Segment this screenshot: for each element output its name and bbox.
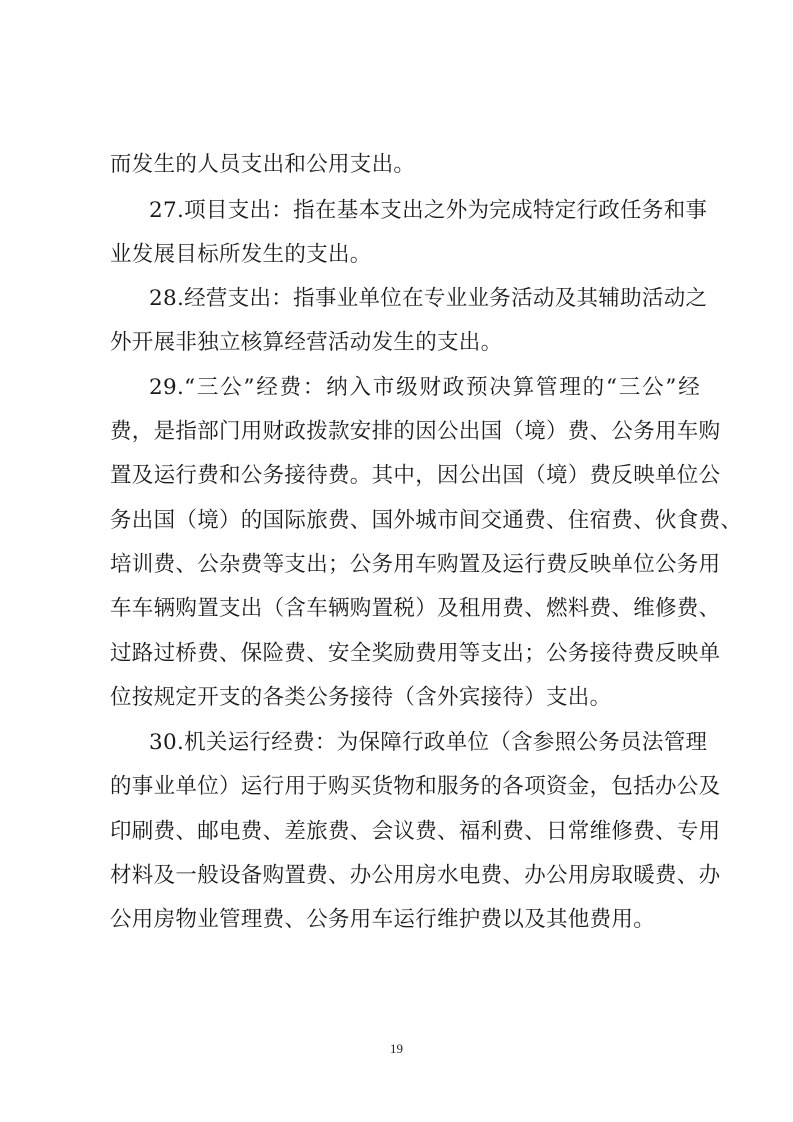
item-29-line-6: 车车辆购置支出（含车辆购置税）及租用费、燃料费、维修费、 (110, 596, 721, 621)
item-27-line-1: 27.项目支出：指在基本支出之外为完成特定行政任务和事 (149, 198, 708, 223)
item-30-line-5: 公用房物业管理费、公务用车运行维护费以及其他费用。 (110, 907, 656, 932)
item-29-line-8: 位按规定开支的各类公务接待（含外宾接待）支出。 (110, 685, 612, 710)
paragraph-26-line-3: 而发生的人员支出和公用支出。 (110, 152, 416, 177)
page-number: 19 (390, 1041, 403, 1056)
item-30-line-1: 30.机关运行经费：为保障行政单位（含参照公务员法管理 (149, 730, 708, 755)
item-28-line-2: 外开展非独立核算经营活动发生的支出。 (110, 330, 503, 355)
item-29-line-4: 务出国（境）的国际旅费、国外城市间交通费、住宿费、伙食费、 (110, 508, 743, 533)
item-29-line-3: 置及运行费和公务接待费。其中，因公出国（境）费反映单位公 (110, 463, 721, 488)
item-29-line-7: 过路过桥费、保险费、安全奖励费用等支出；公务接待费反映单 (110, 641, 721, 666)
item-30-line-3: 印刷费、邮电费、差旅费、会议费、福利费、日常维修费、专用 (110, 819, 721, 844)
item-28-line-1: 28.经营支出：指事业单位在专业业务活动及其辅助活动之 (149, 286, 708, 311)
item-29-line-1: 29.“三公”经费：纳入市级财政预决算管理的“三公”经 (149, 375, 700, 400)
item-27-line-2: 业发展目标所发生的支出。 (110, 242, 372, 267)
item-30-line-2: 的事业单位）运行用于购买货物和服务的各项资金，包括办公及 (110, 774, 721, 799)
item-29-line-2: 费，是指部门用财政拨款安排的因公出国（境）费、公务用车购 (110, 419, 721, 444)
item-29-line-5: 培训费、公杂费等支出；公务用车购置及运行费反映单位公务用 (110, 552, 721, 577)
item-30-line-4: 材料及一般设备购置费、办公用房水电费、办公用房取暖费、办 (110, 863, 721, 888)
